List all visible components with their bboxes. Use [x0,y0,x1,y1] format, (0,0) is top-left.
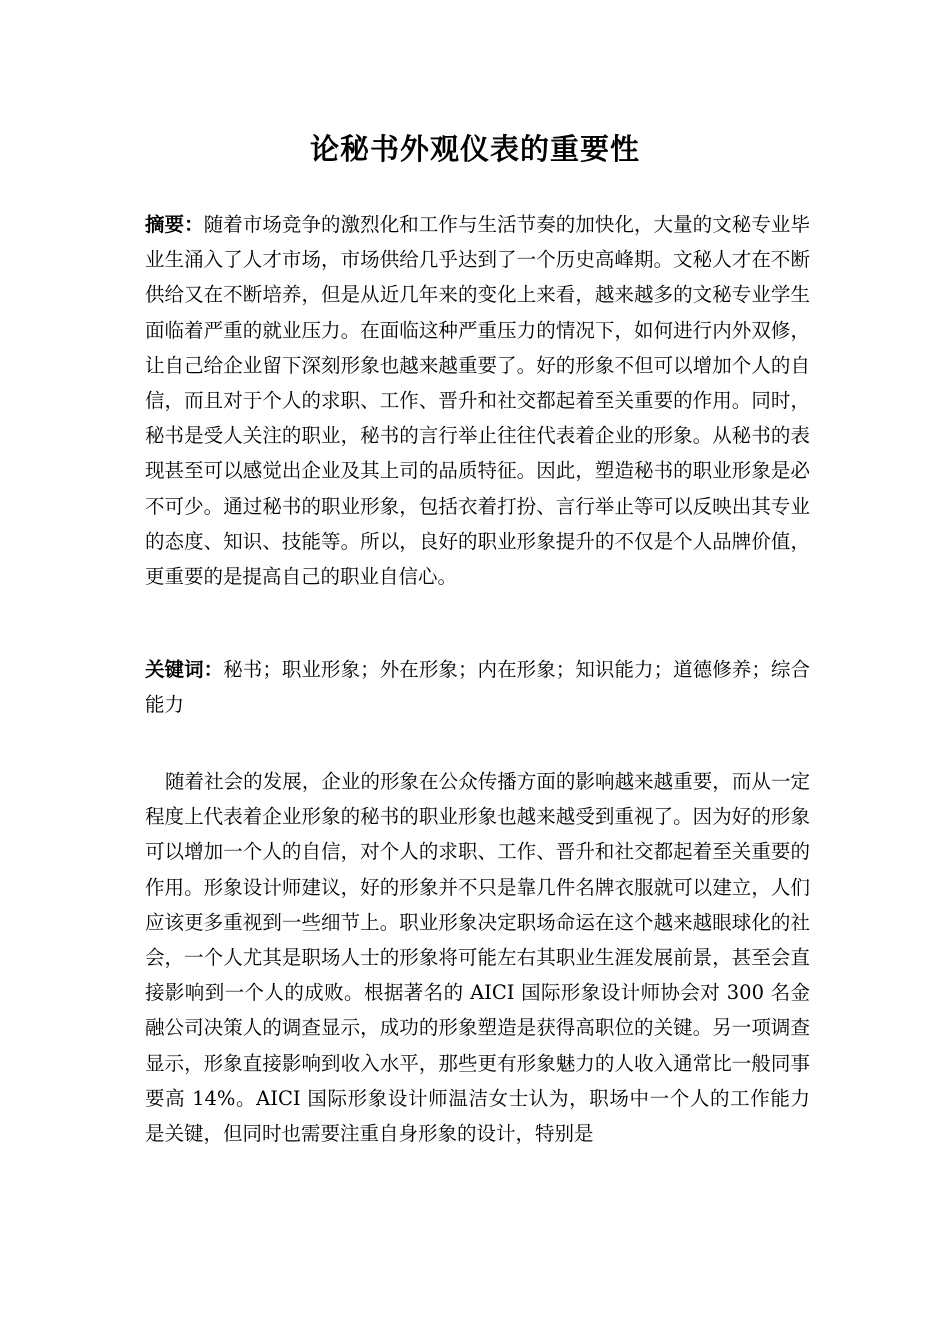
abstract-label: 摘要： [145,213,204,236]
keywords-text: 秘书；职业形象；外在形象；内在形象；知识能力；道德修养；综合能力 [145,658,810,717]
body-paragraph: 随着社会的发展，企业的形象在公众传播方面的影响越来越重要，而从一定程度上代表着企业形象的秘书的职业形象也越来越受到重视了。因为好的形象可以增加一个人的自信，对个人的求职、工作、晋升和社交都起着至关重要的作用。形象设计师建议，好的形象并不只是靠几件名牌衣服就可以建立，人们应该更多重视到一些细节上。职业形象决定职场命运在这个越来越眼球化的社会，一个人尤其是职场人士的形象将可能左右其职业生涯发展前景，甚至会直接影响到一个人的成败。根据著名的 AICI 国际形象设计师协会对 300 名金融公司决策人的调查显示，成功的形象塑造是获得高职位的关键。另一项调查显示，形象直接影响到收入水平，那些更有形象魅力的人收入通常比一般同事要高 14%。AICI 国际形象设计师温洁女士认为，职场中一个人的工作能力是关键，但同时也需要注重自身形象的设计，特别是 [145,770,810,1146]
keywords-label: 关键词： [145,658,224,681]
keywords-section [145,652,810,722]
abstract-text: 随着市场竞争的激烈化和工作与生活节奏的加快化，大量的文秘专业毕业生涌入了人才市场，市场供给几乎达到了一个历史高峰期。文秘人才在不断供给又在不断培养，但是从近几年来的变化上来看，越来越多的文秘专业学生面临着严重的就业压力。在面临这种严重压力的情况下，如何进行内外双修，让自己给企业留下深刻形象也越来越重要了。好的形象不但可以增加个人的自信，而且对于个人的求职、工作、晋升和社交都起着至关重要的作用。同时，秘书是受人关注的职业，秘书的言行举止往往代表着企业的形象。从秘书的表现甚至可以感觉出企业及其上司的品质特征。因此，塑造秘书的职业形象是必不可少。通过秘书的职业形象，包括衣着打扮、言行举止等可以反映出其专业的态度、知识、技能等。所以，良好的职业形象提升的不仅是个人品牌价值，更重要的是提高自己的职业自信心。 [145,213,810,589]
abstract-section [145,207,810,594]
document-title: 论秘书外观仪表的重要性 [309,132,640,166]
